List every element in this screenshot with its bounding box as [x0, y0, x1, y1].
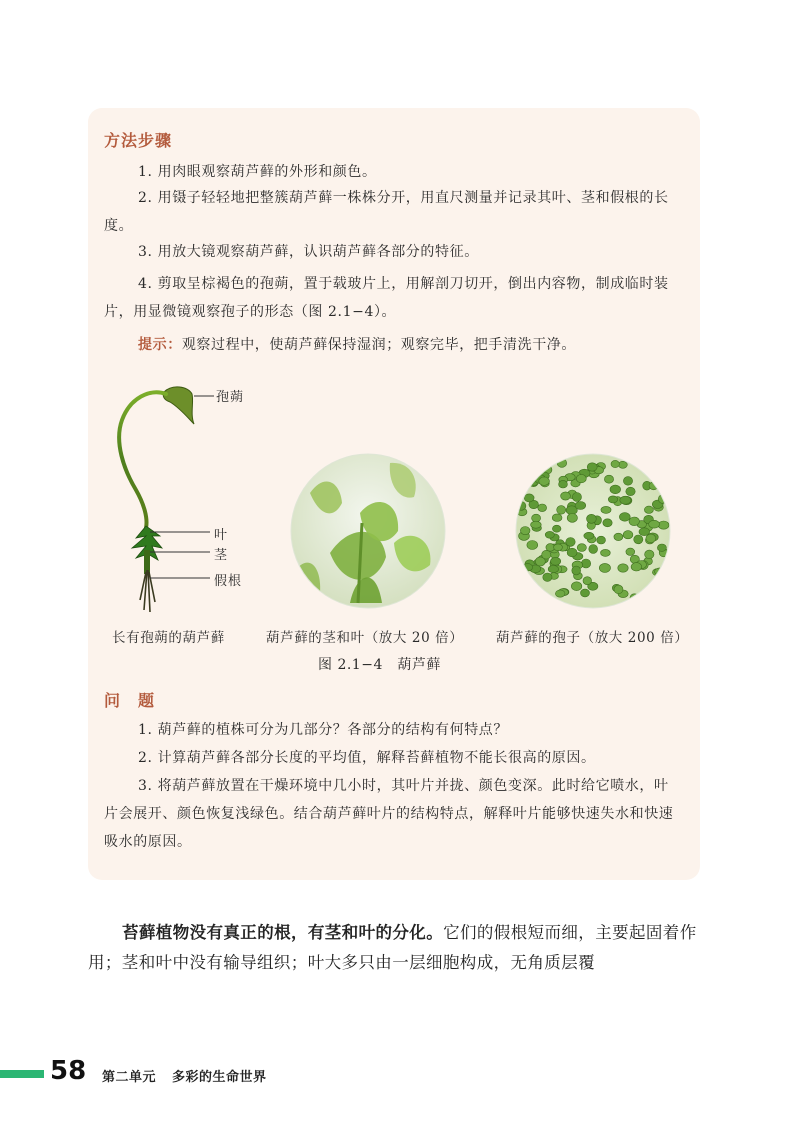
- spore-dot: [614, 585, 623, 594]
- caption-stem-leaf: 葫芦藓的茎和叶（放大 20 倍）: [266, 630, 464, 646]
- spore-dot: [538, 504, 547, 512]
- spore-dot: [629, 517, 639, 526]
- spore-dot: [655, 585, 666, 594]
- spore-dot: [539, 477, 550, 485]
- spore-dot: [557, 506, 566, 515]
- spore-dot: [540, 460, 550, 467]
- spore-dot: [587, 463, 597, 471]
- footer-unit: 第二单元: [102, 1070, 157, 1085]
- spore-dot: [583, 577, 592, 585]
- spore-dot: [644, 506, 653, 513]
- spore-dot: [646, 534, 656, 543]
- body-rest-text: 它们的假根短而细，主要起固着作用；茎和叶中没有输导组织；叶大多只由一层细胞构成，无角质层覆: [88, 923, 697, 972]
- spore-dot: [649, 520, 660, 528]
- spore-dot: [589, 545, 598, 554]
- hint-label: 提示：: [138, 337, 182, 353]
- callout-lines: [150, 390, 220, 590]
- spore-dot: [608, 496, 617, 503]
- label-leaf: 叶: [214, 528, 229, 543]
- spore-dot: [551, 557, 561, 565]
- page-number: 58: [50, 1056, 87, 1086]
- spore-dot: [611, 460, 619, 467]
- method-step-2: 2. 用镊子轻轻地把整簇葫芦藓一株株分开，用直尺测量并记录其叶、茎和假根的长度。: [104, 190, 669, 234]
- spore-dot: [576, 474, 586, 482]
- spore-dot: [529, 465, 539, 473]
- spore-dot: [557, 459, 567, 468]
- stem-leaf-micrograph: [290, 453, 446, 609]
- spore-dot: [623, 477, 632, 486]
- spore-dot: [650, 463, 661, 472]
- spore-dot: [631, 563, 642, 571]
- method-step-3: 3. 用放大镜观察葫芦藓，认识葫芦藓各部分的特征。: [138, 244, 479, 260]
- spore-dot: [572, 493, 581, 502]
- spore-dot: [571, 582, 581, 591]
- figure-caption: 图 2.1−4 葫芦藓: [318, 657, 441, 673]
- spore-dot: [623, 531, 633, 539]
- spore-dot: [524, 494, 534, 502]
- spore-dot: [552, 514, 562, 522]
- spore-dot: [542, 550, 551, 559]
- spore-dot: [658, 521, 669, 529]
- spore-dot: [614, 533, 623, 540]
- spore-dot: [548, 566, 558, 573]
- spore-dot: [604, 475, 613, 483]
- spore-dot: [581, 559, 590, 568]
- body-bold-text: 苔藓植物没有真正的根，有茎和叶的分化。: [122, 923, 444, 942]
- spore-dot: [572, 566, 581, 575]
- spore-dot: [534, 462, 545, 469]
- caption-moss-plant: 长有孢蒴的葫芦藓: [112, 630, 225, 646]
- questions-title: 问 题: [104, 691, 156, 710]
- spore-micrograph: [515, 453, 671, 609]
- body-paragraph: [88, 918, 706, 978]
- spore-dot: [661, 461, 669, 468]
- spore-dot: [561, 492, 571, 500]
- spore-dot: [575, 502, 586, 510]
- spore-dot: [657, 544, 666, 551]
- spore-dot: [567, 548, 577, 557]
- spore-dot: [520, 527, 530, 535]
- spore-dot: [555, 590, 565, 597]
- question-1: 1. 葫芦藓的植株可分为几部分？各部分的结构有何特点？: [138, 722, 509, 738]
- spore-dot: [531, 521, 542, 528]
- spore-dot: [610, 485, 621, 494]
- spore-dot: [618, 461, 627, 468]
- spore-dot: [532, 514, 541, 522]
- caption-spores: 葫芦藓的孢子（放大 200 倍）: [496, 630, 689, 646]
- label-stem: 茎: [214, 548, 229, 563]
- spore-dot: [518, 477, 527, 485]
- method-step-1: 1. 用肉眼观察葫芦藓的外形和颜色。: [138, 164, 377, 180]
- question-2: 2. 计算葫芦藓各部分长度的平均值，解释苔藓植物不能长很高的原因。: [138, 750, 596, 766]
- label-rhizoid: 假根: [214, 574, 243, 589]
- spore-dot: [645, 550, 654, 559]
- spore-dot: [619, 513, 630, 522]
- spore-dot: [599, 563, 610, 572]
- spore-dot: [552, 525, 561, 532]
- methods-title: 方法步骤: [104, 131, 173, 150]
- spore-dot: [543, 573, 552, 581]
- spore-dot: [584, 532, 594, 539]
- spore-dot: [626, 548, 635, 555]
- spore-dot: [559, 480, 568, 488]
- label-capsule: 孢蒴: [216, 390, 245, 405]
- spore-dot: [587, 514, 597, 523]
- footer-unit-title: 多彩的生命世界: [172, 1070, 267, 1085]
- spore-dot: [639, 528, 650, 536]
- method-step-4: 4. 剪取呈棕褐色的孢蒴，置于载玻片上，用解剖刀切开，倒出内容物，制成临时装片，用显微镜观察孢子的形态（图 2.1−4）。: [104, 276, 669, 320]
- spore-dot: [581, 589, 590, 597]
- spore-dot: [626, 487, 635, 495]
- spore-dot: [620, 496, 631, 504]
- spore-dot: [634, 535, 643, 544]
- spore-dot: [538, 591, 547, 600]
- spore-dot: [601, 506, 611, 513]
- spore-dot: [652, 472, 661, 479]
- spore-dot: [658, 460, 667, 468]
- hint-line: [138, 334, 576, 354]
- spore-dot: [618, 564, 628, 572]
- spore-dot: [603, 519, 612, 527]
- spore-dot: [527, 541, 538, 550]
- question-3: 3. 将葫芦藓放置在干燥环境中几小时，其叶片并拢、颜色变深。此时给它喷水，叶片会展开、颜色恢复浅绿色。结合葫芦藓叶片的结构特点，解释叶片能够快速失水和快速吸水的原因。: [104, 778, 674, 850]
- spore-dot: [601, 549, 611, 556]
- spore-dot: [554, 544, 563, 551]
- spore-dot: [567, 514, 577, 523]
- footer-title: [102, 1066, 283, 1085]
- spore-dot: [528, 469, 537, 477]
- spore-dot: [577, 544, 586, 552]
- spore-dot: [597, 536, 606, 544]
- hint-text: 观察过程中，使葫芦藓保持湿润；观察完毕，把手清洗干净。: [181, 337, 577, 353]
- spore-dot: [545, 531, 554, 538]
- footer-accent-bar: [0, 1070, 44, 1078]
